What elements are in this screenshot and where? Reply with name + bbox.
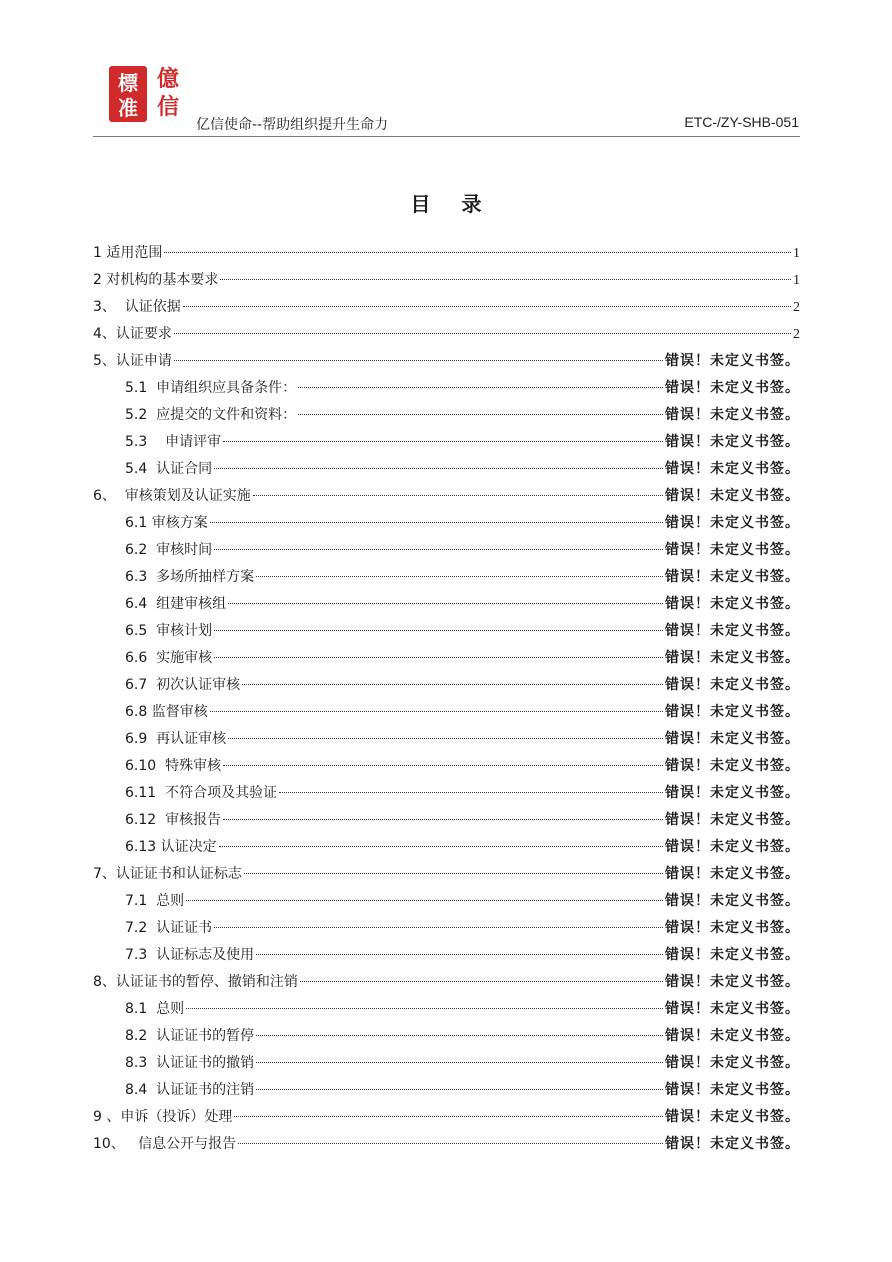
toc-dot-leader <box>256 1062 663 1063</box>
toc-entry-label: 6.8 监督审核 <box>125 704 208 720</box>
toc-entry-page: 1 <box>793 246 800 261</box>
toc-dot-leader <box>186 1008 663 1009</box>
toc-entry-page: 错误！未定义书签。 <box>665 596 800 612</box>
toc-entry-page: 错误！未定义书签。 <box>665 542 800 558</box>
toc-entry-label: 8.2 认证证书的暂停 <box>125 1028 255 1044</box>
toc-dot-leader <box>298 387 663 388</box>
toc-entry[interactable] <box>93 294 800 321</box>
toc-entry[interactable] <box>93 1050 800 1077</box>
toc-dot-leader <box>228 603 663 604</box>
toc-entry-page: 错误！未定义书签。 <box>665 488 800 504</box>
toc-entry-label: 1 适用范围 <box>93 245 163 261</box>
toc-entry[interactable] <box>93 375 800 402</box>
toc-entry[interactable] <box>93 969 800 996</box>
toc-entry[interactable] <box>93 834 800 861</box>
toc-entry-label: 6.1 审核方案 <box>125 515 208 531</box>
toc-entry[interactable] <box>93 591 800 618</box>
toc-entry-label: 9 、申诉（投诉）处理 <box>93 1109 233 1125</box>
toc-dot-leader <box>214 657 663 658</box>
toc-entry-label: 8.3 认证证书的撤销 <box>125 1055 255 1071</box>
toc-dot-leader <box>228 738 663 739</box>
toc-entry-page: 错误！未定义书签。 <box>665 623 800 639</box>
toc-dot-leader <box>214 468 663 469</box>
toc-dot-leader <box>220 279 791 280</box>
toc-dot-leader <box>223 441 663 442</box>
toc-entry-label: 5、认证申请 <box>93 353 172 369</box>
toc-entry-label: 6.11 不符合项及其验证 <box>125 785 278 801</box>
toc-entry-page: 错误！未定义书签。 <box>665 974 800 990</box>
toc-entry-page: 2 <box>793 327 800 342</box>
toc-entry-page: 错误！未定义书签。 <box>665 704 800 720</box>
toc-entry[interactable] <box>93 1131 800 1158</box>
toc-entry[interactable] <box>93 807 800 834</box>
toc-entry[interactable] <box>93 618 800 645</box>
toc-entry-label: 10、 信息公开与报告 <box>93 1136 237 1152</box>
svg-text:信: 信 <box>156 94 180 120</box>
toc-entry[interactable] <box>93 456 800 483</box>
toc-entry-label: 7、认证证书和认证标志 <box>93 866 242 882</box>
toc-entry-label: 4、认证要求 <box>93 326 172 342</box>
toc-dot-leader <box>223 765 663 766</box>
toc-entry-page: 错误！未定义书签。 <box>665 1028 800 1044</box>
toc-entry-page: 错误！未定义书签。 <box>665 920 800 936</box>
toc-dot-leader <box>210 522 663 523</box>
toc-entry-label: 5.2 应提交的文件和资料： <box>125 407 297 423</box>
toc-entry-label: 6.13 认证决定 <box>125 839 217 855</box>
toc-dot-leader <box>214 927 663 928</box>
toc-entry-page: 错误！未定义书签。 <box>665 353 800 369</box>
toc-entry-label: 2 对机构的基本要求 <box>93 272 219 288</box>
toc-entry-label: 6.6 实施审核 <box>125 650 213 666</box>
toc-entry-label: 7.1 总则 <box>125 893 185 909</box>
toc-dot-leader <box>253 495 663 496</box>
toc-entry-label: 6.10 特殊审核 <box>125 758 222 774</box>
toc-entry[interactable] <box>93 510 800 537</box>
header-divider <box>93 136 800 137</box>
toc-entry-label: 6、 审核策划及认证实施 <box>93 488 251 504</box>
toc-entry-page: 错误！未定义书签。 <box>665 569 800 585</box>
toc-dot-leader <box>174 360 663 361</box>
toc-dot-leader <box>238 1143 663 1144</box>
toc-dot-leader <box>242 684 663 685</box>
toc-entry-page: 错误！未定义书签。 <box>665 785 800 801</box>
toc-dot-leader <box>214 549 663 550</box>
toc-entry-label: 8.4 认证证书的注销 <box>125 1082 255 1098</box>
toc-entry-page: 错误！未定义书签。 <box>665 893 800 909</box>
toc-entry-page: 错误！未定义书签。 <box>665 812 800 828</box>
toc-dot-leader <box>234 1116 663 1117</box>
toc-entry[interactable] <box>93 699 800 726</box>
toc-entry[interactable] <box>93 645 800 672</box>
toc-entry[interactable] <box>93 267 800 294</box>
toc-dot-leader <box>183 306 791 307</box>
toc-entry[interactable] <box>93 861 800 888</box>
svg-text:標: 標 <box>118 71 138 95</box>
toc-entry-page: 错误！未定义书签。 <box>665 866 800 882</box>
toc-dot-leader <box>256 1035 663 1036</box>
table-of-contents <box>93 240 800 1158</box>
toc-dot-leader <box>219 846 663 847</box>
toc-dot-leader <box>164 252 791 253</box>
toc-entry-label: 8、认证证书的暂停、撤销和注销 <box>93 974 298 990</box>
svg-text:准: 准 <box>118 96 138 120</box>
toc-entry-label: 5.3 申请评审 <box>125 434 222 450</box>
svg-text:億: 億 <box>156 66 180 92</box>
toc-title: 目 录 <box>410 192 494 216</box>
toc-entry-label: 6.9 再认证审核 <box>125 731 227 747</box>
toc-entry[interactable] <box>93 348 800 375</box>
toc-entry[interactable] <box>93 726 800 753</box>
toc-entry-label: 7.2 认证证书 <box>125 920 213 936</box>
toc-entry[interactable] <box>93 429 800 456</box>
toc-entry-label: 7.3 认证标志及使用 <box>125 947 255 963</box>
toc-entry-page: 错误！未定义书签。 <box>665 407 800 423</box>
toc-entry-label: 6.12 审核报告 <box>125 812 222 828</box>
toc-entry[interactable] <box>93 888 800 915</box>
toc-dot-leader <box>300 981 663 982</box>
header-slogan: 亿信使命--帮助组织提升生命力 <box>196 117 389 133</box>
toc-entry-page: 错误！未定义书签。 <box>665 1055 800 1071</box>
toc-entry-page: 错误！未定义书签。 <box>665 461 800 477</box>
toc-dot-leader <box>256 1089 663 1090</box>
toc-entry[interactable] <box>93 402 800 429</box>
toc-entry-page: 错误！未定义书签。 <box>665 380 800 396</box>
toc-dot-leader <box>244 873 663 874</box>
toc-dot-leader <box>279 792 663 793</box>
toc-entry-label: 3、 认证依据 <box>93 299 181 315</box>
toc-entry-page: 错误！未定义书签。 <box>665 1109 800 1125</box>
toc-entry-label: 6.3 多场所抽样方案 <box>125 569 255 585</box>
toc-entry-page: 错误！未定义书签。 <box>665 1082 800 1098</box>
toc-entry-label: 6.7 初次认证审核 <box>125 677 241 693</box>
toc-dot-leader <box>256 954 663 955</box>
toc-entry-label: 6.2 审核时间 <box>125 542 213 558</box>
toc-dot-leader <box>214 630 663 631</box>
toc-entry[interactable] <box>93 240 800 267</box>
toc-dot-leader <box>256 576 663 577</box>
toc-dot-leader <box>174 333 791 334</box>
toc-entry-page: 错误！未定义书签。 <box>665 515 800 531</box>
document-code: ETC-/ZY-SHB-051 <box>684 114 799 130</box>
toc-entry[interactable] <box>93 753 800 780</box>
toc-entry-page: 错误！未定义书签。 <box>665 758 800 774</box>
toc-entry-page: 2 <box>793 300 800 315</box>
toc-entry-label: 6.4 组建审核组 <box>125 596 227 612</box>
toc-entry[interactable] <box>93 915 800 942</box>
toc-entry-page: 错误！未定义书签。 <box>665 434 800 450</box>
toc-entry-label: 6.5 审核计划 <box>125 623 213 639</box>
toc-entry[interactable] <box>93 321 800 348</box>
toc-entry-page: 错误！未定义书签。 <box>665 839 800 855</box>
toc-entry-label: 8.1 总则 <box>125 1001 185 1017</box>
toc-entry[interactable] <box>93 1077 800 1104</box>
toc-dot-leader <box>210 711 663 712</box>
toc-dot-leader <box>186 900 663 901</box>
toc-entry-label: 5.4 认证合同 <box>125 461 213 477</box>
toc-entry[interactable] <box>93 483 800 510</box>
toc-entry-page: 错误！未定义书签。 <box>665 947 800 963</box>
toc-entry[interactable] <box>93 1023 800 1050</box>
toc-entry-page: 1 <box>793 273 800 288</box>
toc-entry-page: 错误！未定义书签。 <box>665 1001 800 1017</box>
toc-entry[interactable] <box>93 564 800 591</box>
toc-entry-page: 错误！未定义书签。 <box>665 1136 800 1152</box>
toc-entry-label: 5.1 申请组织应具备条件： <box>125 380 297 396</box>
toc-entry-page: 错误！未定义书签。 <box>665 650 800 666</box>
toc-dot-leader <box>223 819 663 820</box>
toc-entry[interactable] <box>93 1104 800 1131</box>
company-logo-seal <box>106 60 190 126</box>
toc-entry[interactable] <box>93 996 800 1023</box>
toc-entry[interactable] <box>93 942 800 969</box>
toc-entry-page: 错误！未定义书签。 <box>665 731 800 747</box>
toc-entry-page: 错误！未定义书签。 <box>665 677 800 693</box>
toc-dot-leader <box>298 414 663 415</box>
toc-entry[interactable] <box>93 780 800 807</box>
toc-entry[interactable] <box>93 537 800 564</box>
toc-entry[interactable] <box>93 672 800 699</box>
